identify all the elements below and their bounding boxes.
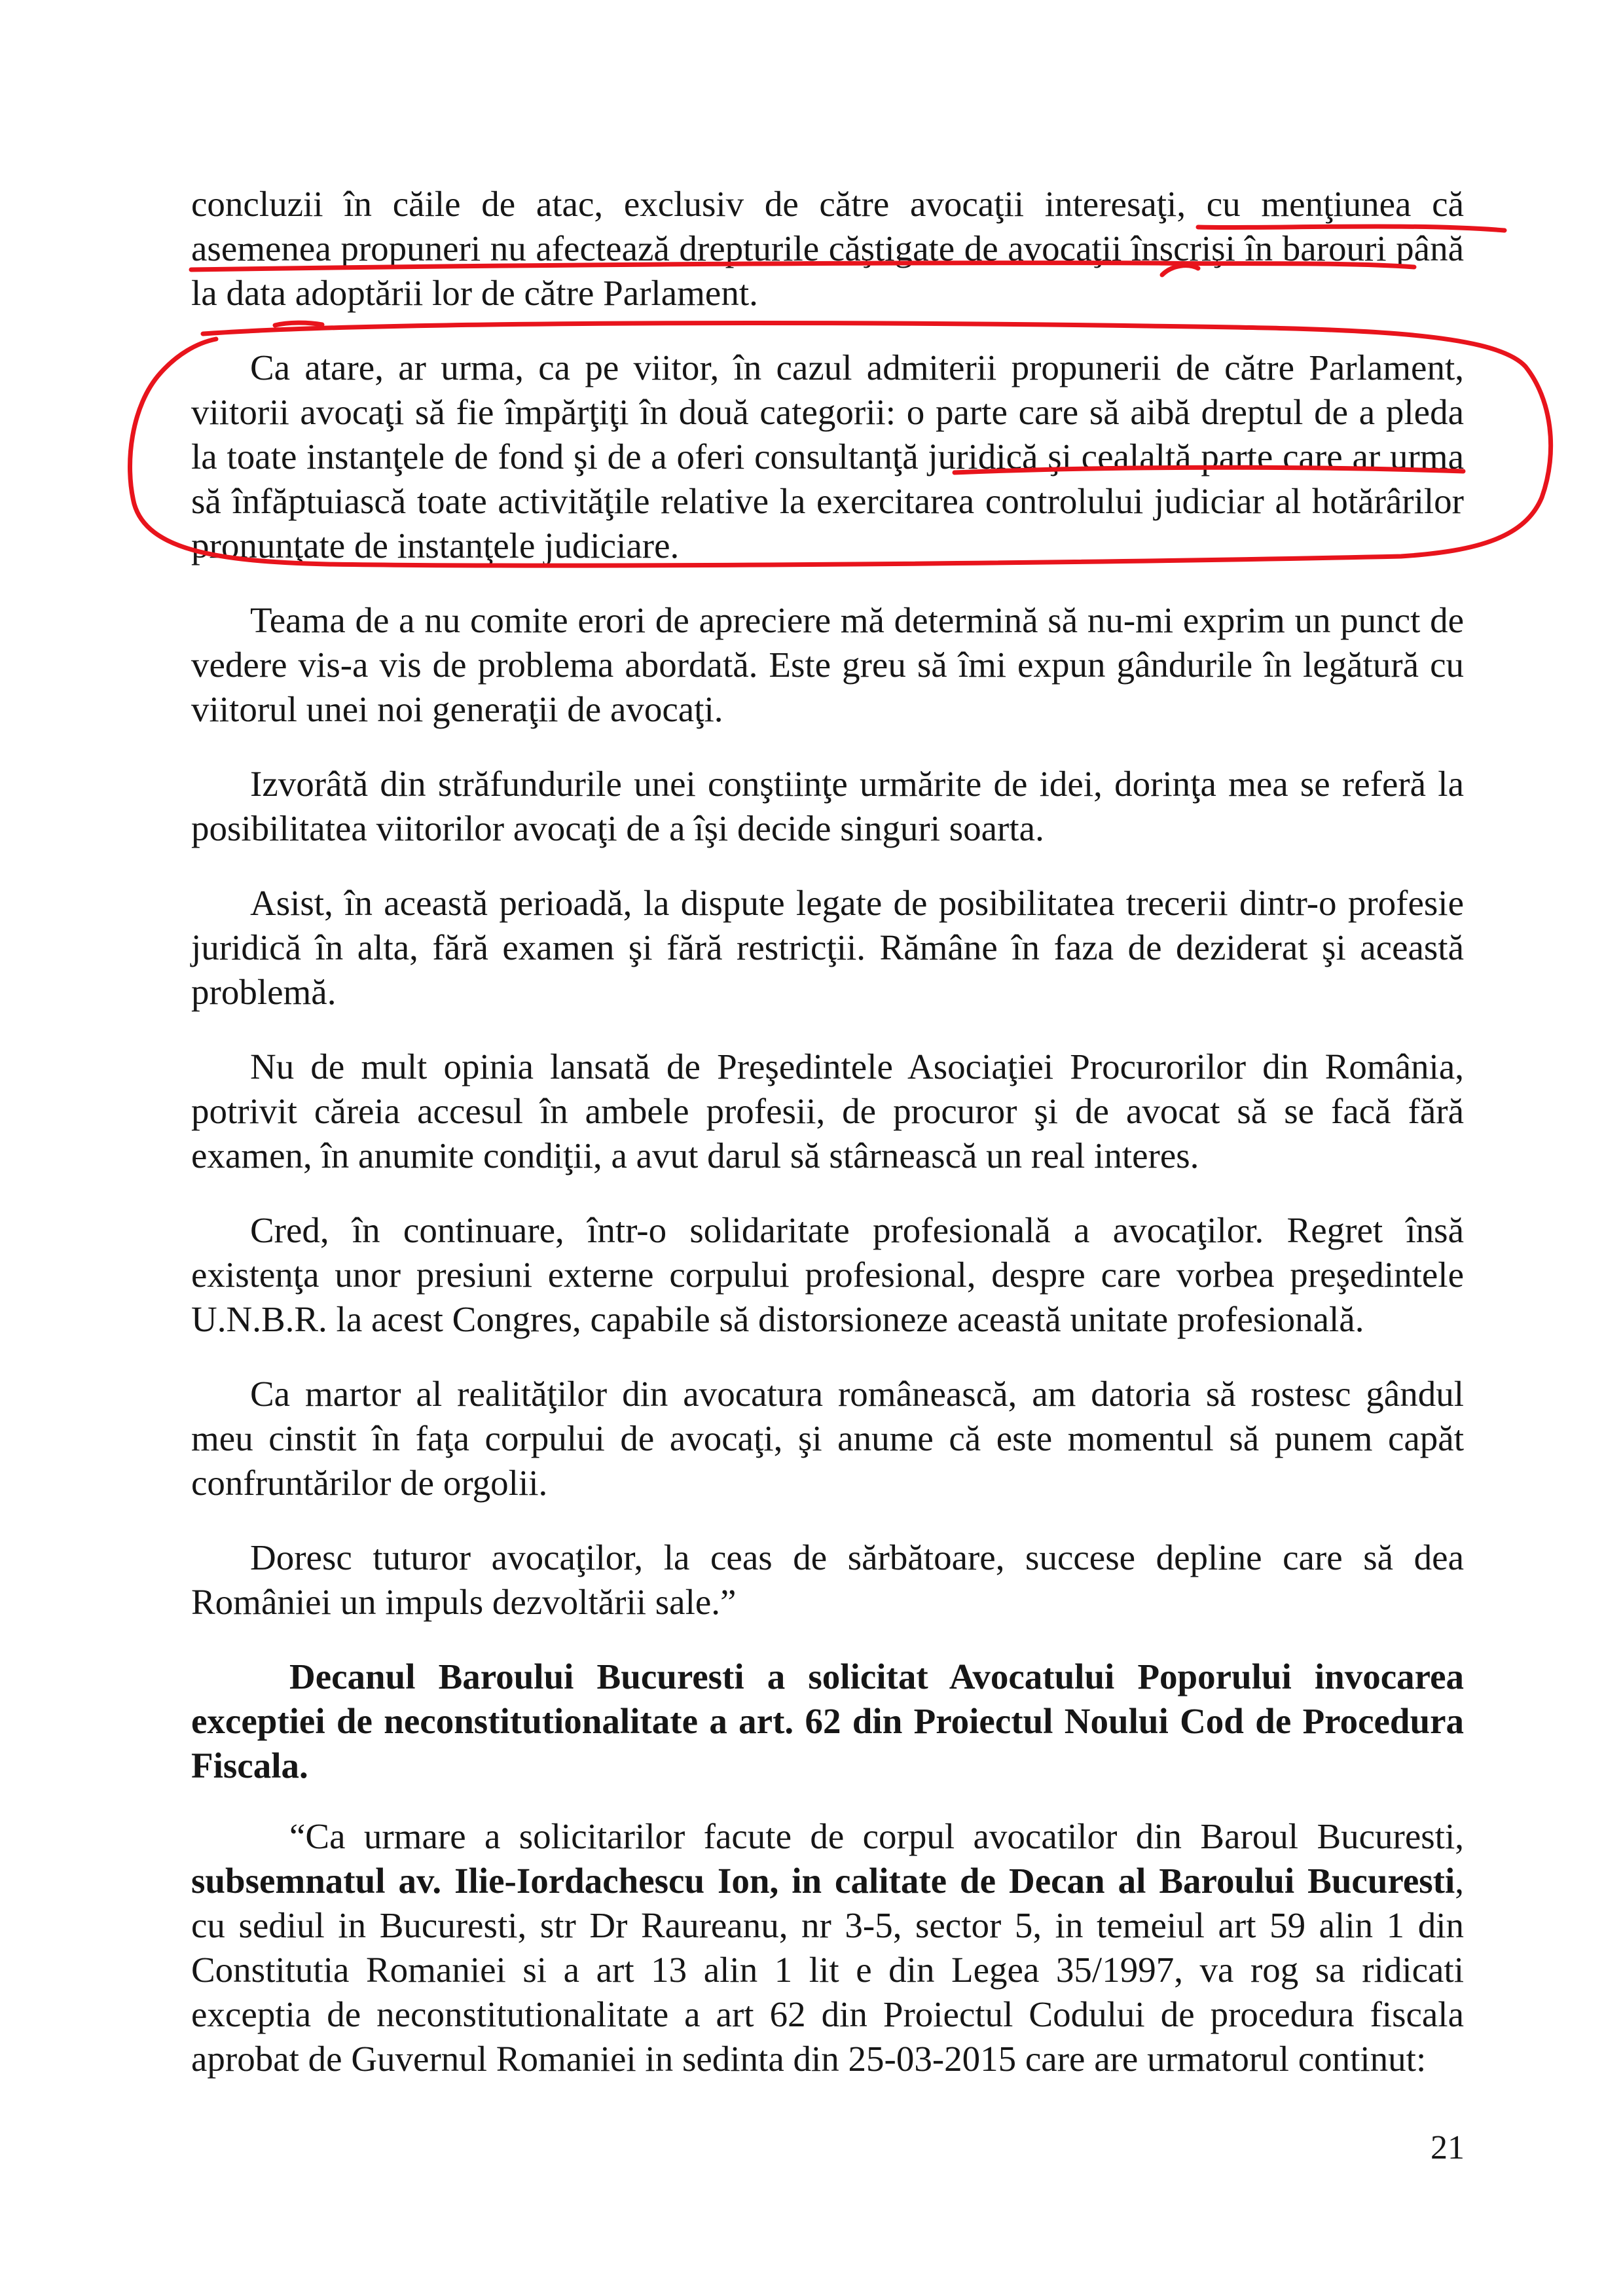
paragraph-1: concluzii în căile de atac, exclusiv de către avocaţii interesaţi, cu menţiunea că asemenea propuneri nu afectează drepturile căştigate de avocaţii înscrişi în barouri până la data adoptării lor de către Parlament. — [191, 184, 1464, 313]
paragraph-6: Nu de mult opinia lansată de Preşedintele Asociaţiei Procurorilor din România, potrivit căreia accesul în ambele profesii, de procuror şi de avocat să se facă fără examen, în anumite condiţii, a avut darul să stârnească un real interes. — [191, 1047, 1464, 1175]
page-body — [191, 182, 1464, 2081]
section-heading: Decanul Baroului Bucuresti a solicitat Avocatului Poporului invocarea exceptiei de neconstitutionalitate a art. 62 din Proiectul Noului Cod de Procedura Fiscala. — [191, 1657, 1464, 1785]
paragraph-5: Asist, în această perioadă, la dispute legate de posibilitatea trecerii dintr-o profesie juridică în alta, fără examen şi fără restricţii. Rămâne în faza de deziderat şi această problemă. — [191, 883, 1464, 1012]
request-intro: “Ca urmare a solicitarilor facute de corpul avocatilor din Baroul Bucuresti, — [289, 1816, 1464, 1856]
paragraph-4: Izvorâtă din străfundurile unei conştiinţe urmărite de idei, dorinţa mea se referă la posibilitatea viitorilor avocaţi de a îşi decide singuri soarta. — [191, 764, 1464, 848]
paragraph-7: Cred, în continuare, într-o solidaritate profesională a avocaţilor. Regret însă existenţa unor presiuni externe corpului profesional, despre care vorbea preşedintele U.N.B.R. la acest Congres, capabile să distorsioneze această unitate profesională. — [191, 1210, 1464, 1339]
paragraph-9: Doresc tuturor avocaţilor, la ceas de sărbătoare, succese depline care să dea României un impuls dezvoltării sale.” — [191, 1537, 1464, 1622]
paragraph-2: Ca atare, ar urma, ca pe viitor, în cazul admiterii propunerii de către Parlament, viitorii avocaţi să fie împărţiţi în două categorii: o parte care să aibă dreptul de a pleda la toate instanţele de fond şi de a oferi consultanţă juridică şi cealaltă parte care ar urma să înfăptuiască toate activităţile relative la exercitarea controlului judiciar al hotărârilor pronunţate de instanţele judiciare. — [191, 348, 1464, 565]
page-number: 21 — [1431, 2129, 1465, 2166]
paragraph-8: Ca martor al realităţilor din avocatura românească, am datoria să rostesc gândul meu cinstit în faţa corpului de avocaţi, şi anume că este momentul să punem capăt confruntărilor de orgolii. — [191, 1374, 1464, 1503]
request-body: , cu sediul in Bucuresti, str Dr Raureanu, nr 3-5, sector 5, in temeiul art 59 alin 1 din Constitutia Romaniei si a art 13 alin 1 lit e din Legea 35/1997, va rog sa ridicati exceptia de neconstitutionalitate a art 62 din Proiectul Codului de procedura fiscala aprobat de Guvernul Romaniei in sedinta din 25-03-2015 care are urmatorul continut: — [191, 1861, 1464, 2079]
paragraph-3: Teama de a nu comite erori de apreciere mă determină să nu-mi exprim un punct de vedere vis-a vis de problema abordată. Este greu să îmi expun gândurile în legătură cu viitorul unei noi generaţii de avocaţi. — [191, 600, 1464, 729]
request-signatory: subsemnatul av. Ilie-Iordachescu Ion, in calitate de Decan al Baroului Bucuresti — [191, 1861, 1455, 1901]
request-paragraph — [191, 1814, 1464, 2081]
